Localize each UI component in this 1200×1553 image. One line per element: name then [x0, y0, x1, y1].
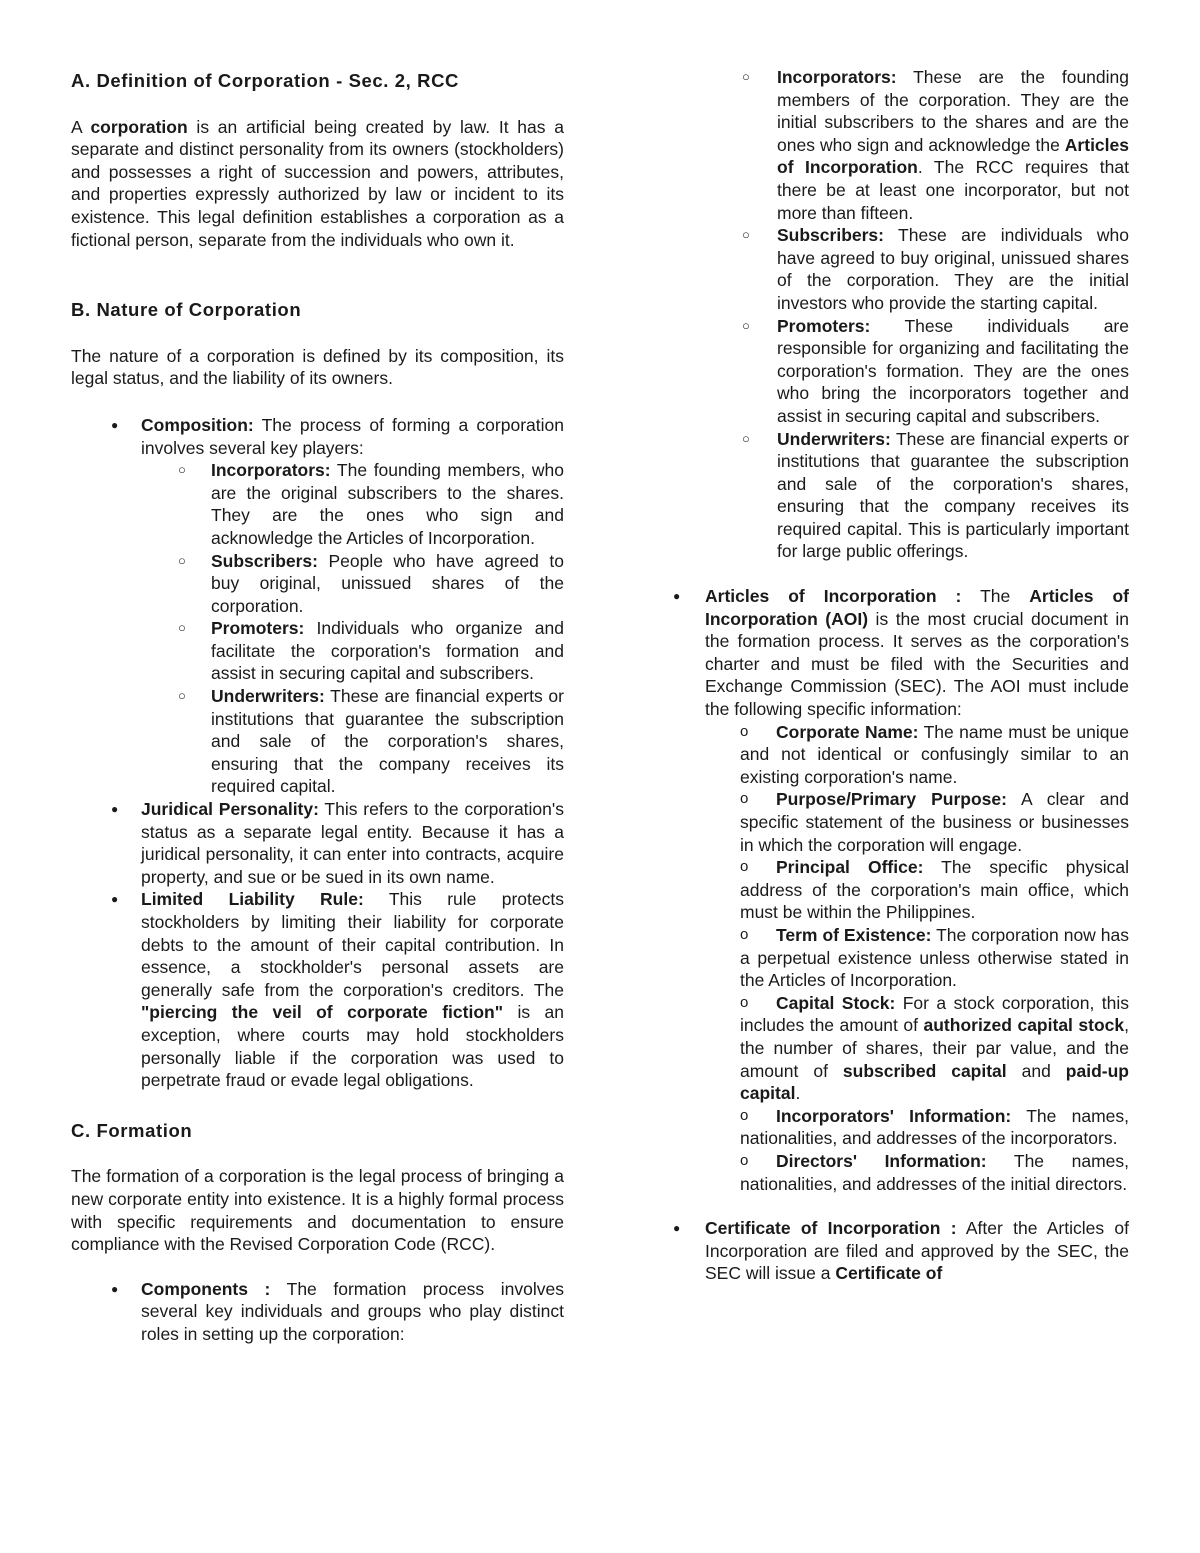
list-item: o Incorporators' Information: The names, nationalities, and addresses of the incorporators. — [670, 1105, 1129, 1150]
list-item-components: ● Components : The formation process involves several key individuals and groups who play distinct roles in setting up the corporation: — [71, 1278, 564, 1346]
nature-intro: The nature of a corporation is defined by its composition, its legal status, and the liability of its owners. — [71, 345, 564, 389]
list-item: o Corporate Name: The name must be unique and not identical or confusingly similar to an existing corporation's name. — [670, 721, 1129, 789]
list-item: ○ Subscribers: People who have agreed to buy original, unissued shares of the corporation. — [71, 550, 564, 618]
list-item: ○ Incorporators: The founding members, who are the original subscribers to the shares. They are the ones who sign and acknowledge the Articles of Incorporation. — [71, 459, 564, 549]
list-item: ○ Subscribers: These are individuals who have agreed to buy original, unissued shares of the corporation. They are the initial investors who provide the starting capital. — [670, 224, 1129, 314]
list-item: ○ Underwriters: These are financial experts or institutions that guarantee the subscription and sale of the corporation's shares, ensuring that the company receives its required capital. — [71, 685, 564, 798]
list-item: o Purpose/Primary Purpose: A clear and specific statement of the business or businesses in which the corporation will engage. — [670, 788, 1129, 856]
list-item: o Principal Office: The specific physical address of the corporation's main office, which must be within the Philippines. — [670, 856, 1129, 924]
aoi-list — [670, 585, 1129, 1195]
formation-intro: The formation of a corporation is the legal process of bringing a new corporate entity into existence. It is a highly formal process with specific requirements and documentation to ensure compliance with the Revised Corporation Code (RCC). — [71, 1166, 564, 1255]
list-item-articles-of-incorporation: ● Articles of Incorporation : The Articles of Incorporation (AOI) is the most crucial document in the formation process. It serves as the corporation's charter and must be filed with the Securities and Exchange Commission (SEC). The AOI must include the following specific information: o Corporate Name: The name must be unique and not identical or confusingly similar to an existing corporation's name. o Purpose/Primary Purpose: A clear and specific statement of the business or businesses in which the corporation will engage. o Principal Office: The specific physical address of the corporation's main office, which must be within the Philippines. o Term of Existence: The corporation now has a perpetual existence unless otherwise stated in the Articles of Incorporation. o Capital Stock: For a stock corporation, this includes the amount of authorized capital stock, the number of shares, their par value, and the amount of subscribed capital and paid-up capital. o Incorporators' Information: The names, nationalities, and addresses of the incorporators. o Directors' Information: The names, nationalities, and addresses of the initial directors. — [670, 585, 1129, 1195]
list-item: o Directors' Information: The names, nationalities, and addresses of the initial directors. — [670, 1150, 1129, 1195]
right-column — [670, 66, 1129, 1285]
composition-sublist — [71, 459, 564, 798]
list-item: ○ Promoters: These individuals are responsible for organizing and facilitating the corporation's formation. They are the ones who bring the incorporators together and assist in securing capital and subscribers. — [670, 315, 1129, 428]
section-b-heading: B. Nature of Corporation — [71, 299, 302, 321]
list-item-limited-liability: ● Limited Liability Rule: This rule protects stockholders by limiting their liability for corporate debts to the amount of their capital contribution. In essence, a stockholder's personal assets are generally safe from the corporation's creditors. The "piercing the veil of corporate fiction" is an exception, where courts may hold stockholders personally liable if the corporation was used to perpetrate fraud or evade legal obligations. — [71, 888, 564, 1091]
formation-list — [71, 1278, 564, 1346]
aoi-sublist — [670, 721, 1129, 1195]
left-column — [71, 66, 564, 1346]
players-sublist — [670, 66, 1129, 563]
list-item: ○ Underwriters: These are financial experts or institutions that guarantee the subscription and sale of the corporation's shares, ensuring that the company receives its required capital. This is particularly important for large public offerings. — [670, 428, 1129, 564]
list-item: ○ Incorporators: These are the founding members of the corporation. They are the initial subscribers to the shares and are the ones who sign and acknowledge the Articles of Incorporation. The RCC requires that there be at least one incorporator, but not more than fifteen. — [670, 66, 1129, 224]
section-c-heading: C. Formation — [71, 1119, 193, 1141]
list-item: o Capital Stock: For a stock corporation, this includes the amount of authorized capital stock, the number of shares, their par value, and the amount of subscribed capital and paid-up capital. — [670, 992, 1129, 1105]
list-item-certificate: ● Certificate of Incorporation : After the Articles of Incorporation are filed and approved by the SEC, the SEC will issue a Certificate of — [670, 1217, 1129, 1285]
list-item: ○ Promoters: Individuals who organize and facilitate the corporation's formation and assist in securing capital and subscribers. — [71, 617, 564, 685]
section-a-heading: A. Definition of Corporation - Sec. 2, RCC — [71, 70, 460, 91]
certificate-list — [670, 1217, 1129, 1285]
definition-paragraph: A corporation is an artificial being created by law. It has a separate and distinct personality from its owners (stockholders) and possesses a right of succession and powers, attributes, and properties expressly authorized by law or incident to its existence. This legal definition establishes a corporation as a fictional person, separate from the individuals who own it. — [71, 116, 564, 250]
list-item-composition: ● Composition: The process of forming a corporation involves several key players: ○ Incorporators: The founding members, who are the original subscribers to the shares. They are the ones who sign and acknowledge the Articles of Incorporation. ○ Subscribers: People who have agreed to buy original, unissued shares of the corporation. ○ Promoters: Individuals who organize and facilitate the corporation's formation and assist in securing capital and subscribers. ○ Underwriters: These are financial experts or institutions that guarantee the subscription and sale of the corporation's shares, ensuring that the company receives its required capital. — [71, 414, 564, 798]
list-item-juridical: ● Juridical Personality: This refers to the corporation's status as a separate legal entity. Because it has a juridical personality, it can enter into contracts, acquire property, and sue or be sued in its own name. — [71, 798, 564, 888]
list-item: o Term of Existence: The corporation now has a perpetual existence unless otherwise stated in the Articles of Incorporation. — [670, 924, 1129, 992]
nature-list — [71, 414, 564, 1092]
